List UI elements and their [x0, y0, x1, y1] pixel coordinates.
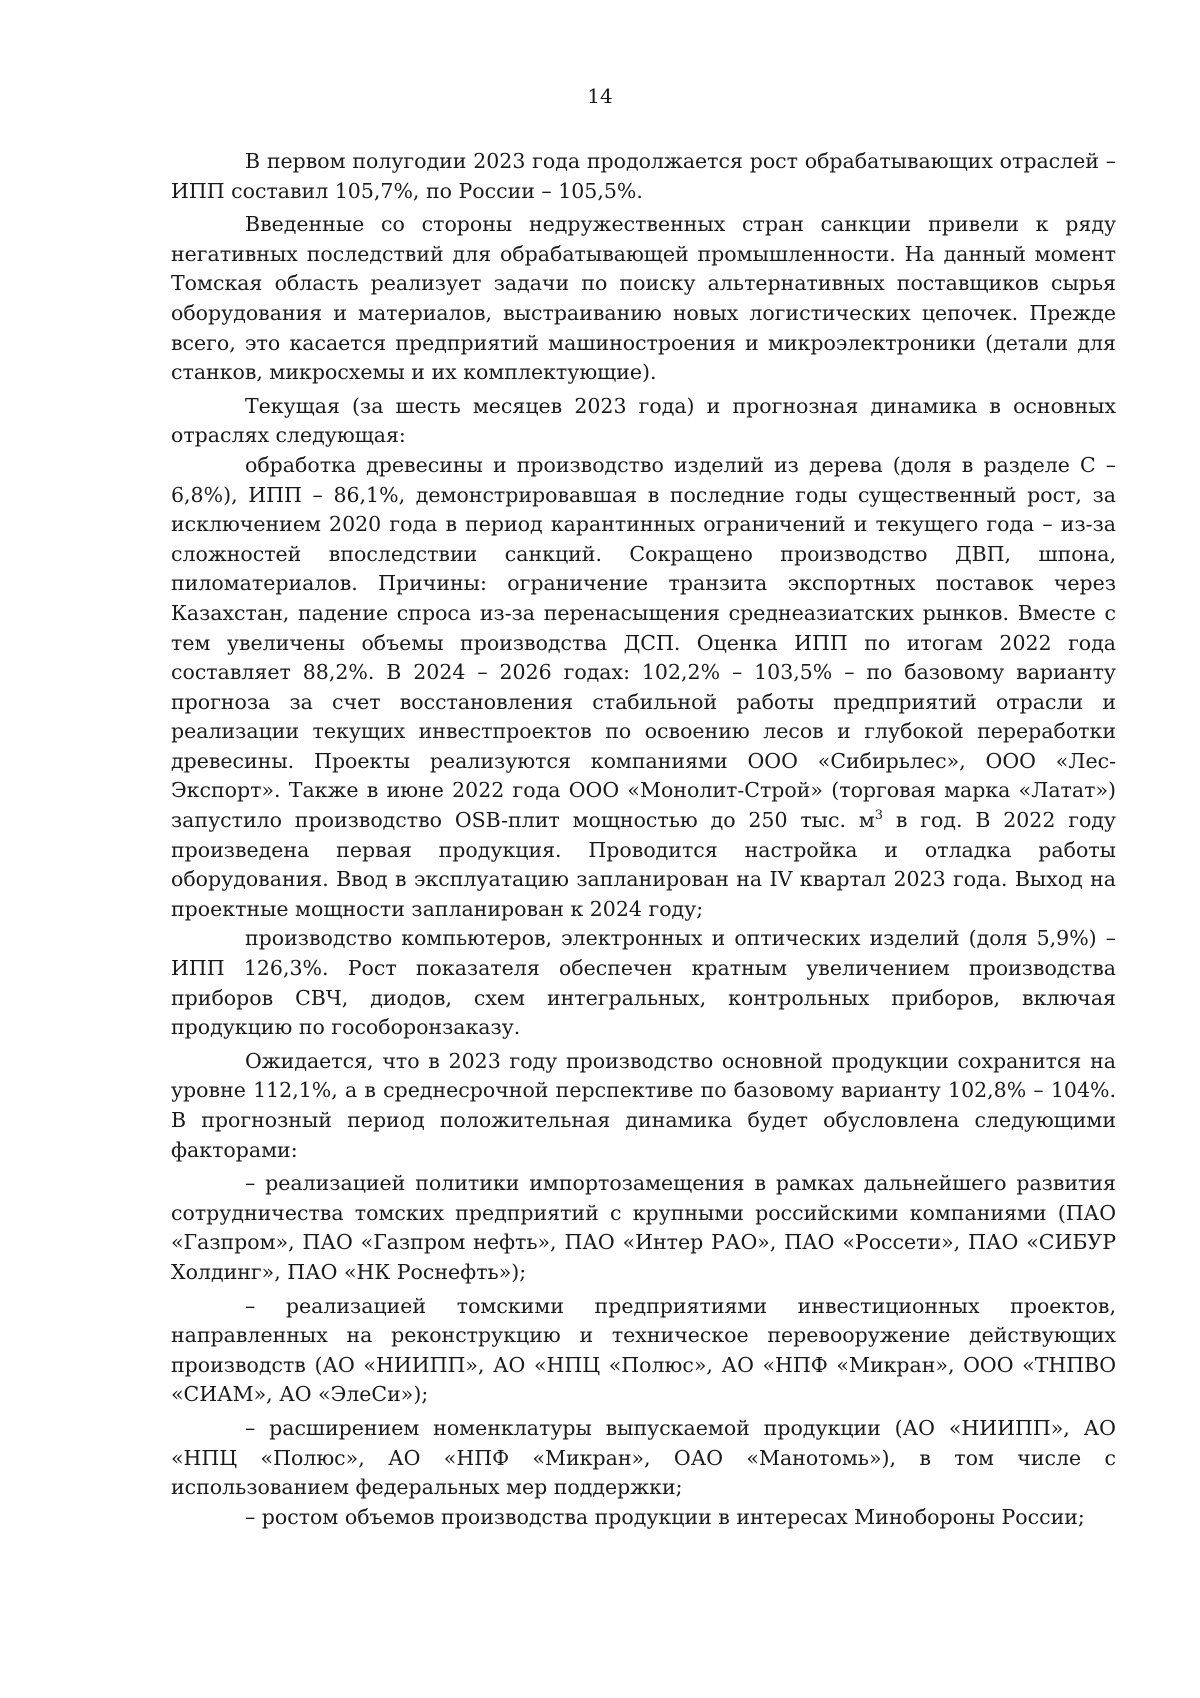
paragraph-wood-processing: [171, 451, 1116, 925]
wood-processing-tail: в год. В 2022 году произведена первая продукция. Проводится настройка и отладка работы оборудования. Ввод в эксплуатацию запланирован на IV квартал 2023 года. Выход на проектные мощности запланирован к 2024 году;: [171, 808, 1116, 921]
page-number: 14: [587, 84, 613, 108]
list-item-import-substitution: – реализацией политики импортозамещения в рамках дальнейшего развития сотрудничества томских предприятий с крупными российскими компаниями (ПАО «Газпром», ПАО «Газпром нефть», ПАО «Интер РАО», ПАО «Россети», ПАО «СИБУР Холдинг», ПАО «НК Роснефть»);: [171, 1171, 1116, 1284]
paragraph-dynamics-intro: Текущая (за шесть месяцев 2023 года) и прогнозная динамика в основных отраслях следующая:: [171, 393, 1116, 448]
list-item-defense-production: – ростом объемов производства продукции в интересах Минобороны России;: [245, 1504, 1085, 1529]
wood-processing-text: обработка древесины и производство изделий из дерева (доля в разделе С – 6,8%), ИПП – 86,1%, демонстрировавшая в последние годы существенный рост, за исключением 2020 года в период карантинных ограничений и текущего года – из-за сложностей впоследствии санкций. Сокращено производство ДВП, шпона, пиломатериалов. Причины: ограничение транзита экспортных поставок через Казахстан, падение спроса из-за перенасыщения среднеазиатских рынков. Вместе с тем увеличены объемы производства ДСП. Оценка ИПП по итогам 2022 года составляет 88,2%. В 2024 – 2026 годах: 102,2% – 103,5% – по базовому варианту прогноза за счет восстановления стабильной работы предприятий отрасли и реализации текущих инвестпроектов по освоению лесов и глубокой переработки древесины. Проекты реализуются компаниями ООО «Сибирьлес», ООО «Лес-Экспорт». Также в июне 2022 года ООО «Монолит-Строй» (торговая марка «Латат») запустило производство OSB-плит мощностью до 250 тыс. м: [171, 452, 1116, 833]
document-body: [171, 143, 1116, 1532]
paragraph-sanctions: Введенные со стороны недружественных стран санкции привели к ряду негативных последствий для обрабатывающей промышленности. На данный момент Томская область реализует задачи по поиску альтернативных поставщиков сырья оборудования и материалов, выстраиванию новых логистических цепочек. Прежде всего, это касается предприятий машиностроения и микроэлектроники (детали для станков, микросхемы и их комплектующие).: [171, 212, 1116, 385]
paragraph-forecast: Ожидается, что в 2023 году производство основной продукции сохранится на уровне 112,1%, а в среднесрочной перспективе по базовому варианту 102,8% – 104%. В прогнозный период положительная динамика будет обусловлена следующими факторами:: [171, 1048, 1116, 1162]
list-item-product-range: – расширением номенклатуры выпускаемой продукции (АО «НИИПП», АО «НПЦ «Полюс», АО «НПФ «Микран», ОАО «Манотомь»), в том числе с использованием федеральных мер поддержки;: [171, 1415, 1116, 1500]
cubic-superscript: 3: [874, 808, 884, 824]
paragraph-manufacturing-growth: В первом полугодии 2023 года продолжается рост обрабатывающих отраслей – ИПП составил 105,7%, по России – 105,5%.: [171, 149, 1116, 203]
paragraph-electronics: производство компьютеров, электронных и оптических изделий (доля 5,9%) – ИПП 126,3%. Рост показателя обеспечен кратным увеличением производства приборов СВЧ, диодов, схем интегральных, контрольных приборов, включая продукцию по гособоронзаказу.: [171, 926, 1116, 1040]
list-item-investment-projects: – реализацией томскими предприятиями инвестиционных проектов, направленных на реконструкцию и техническое перевооружение действующих производств (АО «НИИПП», АО «НПЦ «Полюс», АО «НПФ «Микран», ООО «ТНПВО «СИАМ», АО «ЭлеСи»);: [171, 1293, 1116, 1407]
